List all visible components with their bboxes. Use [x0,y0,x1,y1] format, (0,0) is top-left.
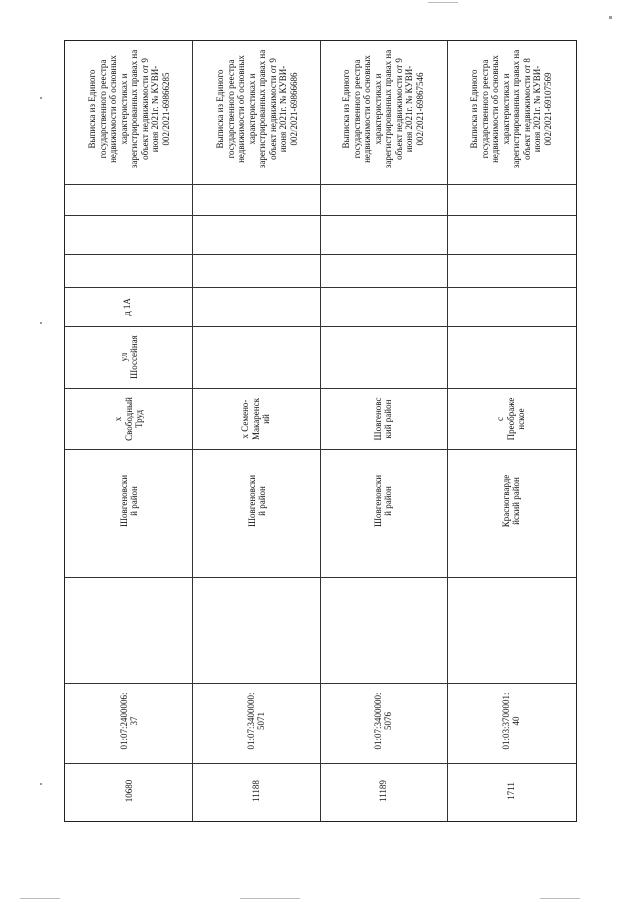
settlement-name: с Преображе нское [495,397,527,441]
doc-reference: Выписка из Единого государственного реестра недвижимости об основных характеристиках и зарегистрированных правах на объект недвижимости от 9 июня 2021г. № КУВИ- 002/2021-69866285 [87,49,171,169]
settlement-name: х Семено- Макаренск ий [240,398,272,440]
cadastral-number: 01:03:3700001: 40 [500,692,521,750]
district-name: Шовгеновски й район [246,474,267,528]
cadastral-number: 01:07:2400006: 37 [118,692,139,750]
doc-reference: Выписка из Единого государственного реестра недвижимости об основных характеристиках и зарегистрированных правах на объект недвижимости от 9 июня 2021г. № КУВИ- 002/2021-69866686 [215,49,299,169]
scan-line-bottom [20,898,60,899]
cadastral-number: 01:07:3400000: 5071 [245,692,266,750]
property-table [64,40,577,822]
scan-dot [40,783,42,785]
scan-dot [40,322,42,324]
district-name: Шовгеновски й район [118,474,139,528]
scan-dot [609,16,612,19]
scan-line-bottom [540,898,580,899]
settlement-name: х Свободный Труд [113,397,145,441]
registry-number: 11189 [377,780,388,802]
registry-number: 1711 [505,782,516,800]
settlement-name: Шовгеновс кий район [372,397,393,441]
registry-number: 11188 [250,780,261,802]
district-name: Красногварде йский район [500,474,521,528]
doc-reference: Выписка из Единого государственного реестра недвижимости об основных характеристиках и зарегистрированных правах на объект недвижимости от 8 июня 2021г. № КУВИ- 002/2021-69107569 [469,49,553,169]
house-number: д 1А [121,298,132,316]
district-name: Шовгеновски й район [372,474,393,528]
cadastral-number: 01:07:3400000: 5076 [372,692,393,750]
scan-line-top [428,2,458,3]
scan-line-bottom [240,898,300,899]
street-name: ул Шоссейная [118,335,139,379]
doc-reference: Выписка из Единого государственного реестра недвижимости об основных характеристиках и зарегистрированных правах на объект недвижимости от 9 июня 2021г. № КУВИ- 002/2021-69867546 [341,49,425,169]
registry-number: 10680 [123,779,134,803]
scan-dot [40,97,42,99]
